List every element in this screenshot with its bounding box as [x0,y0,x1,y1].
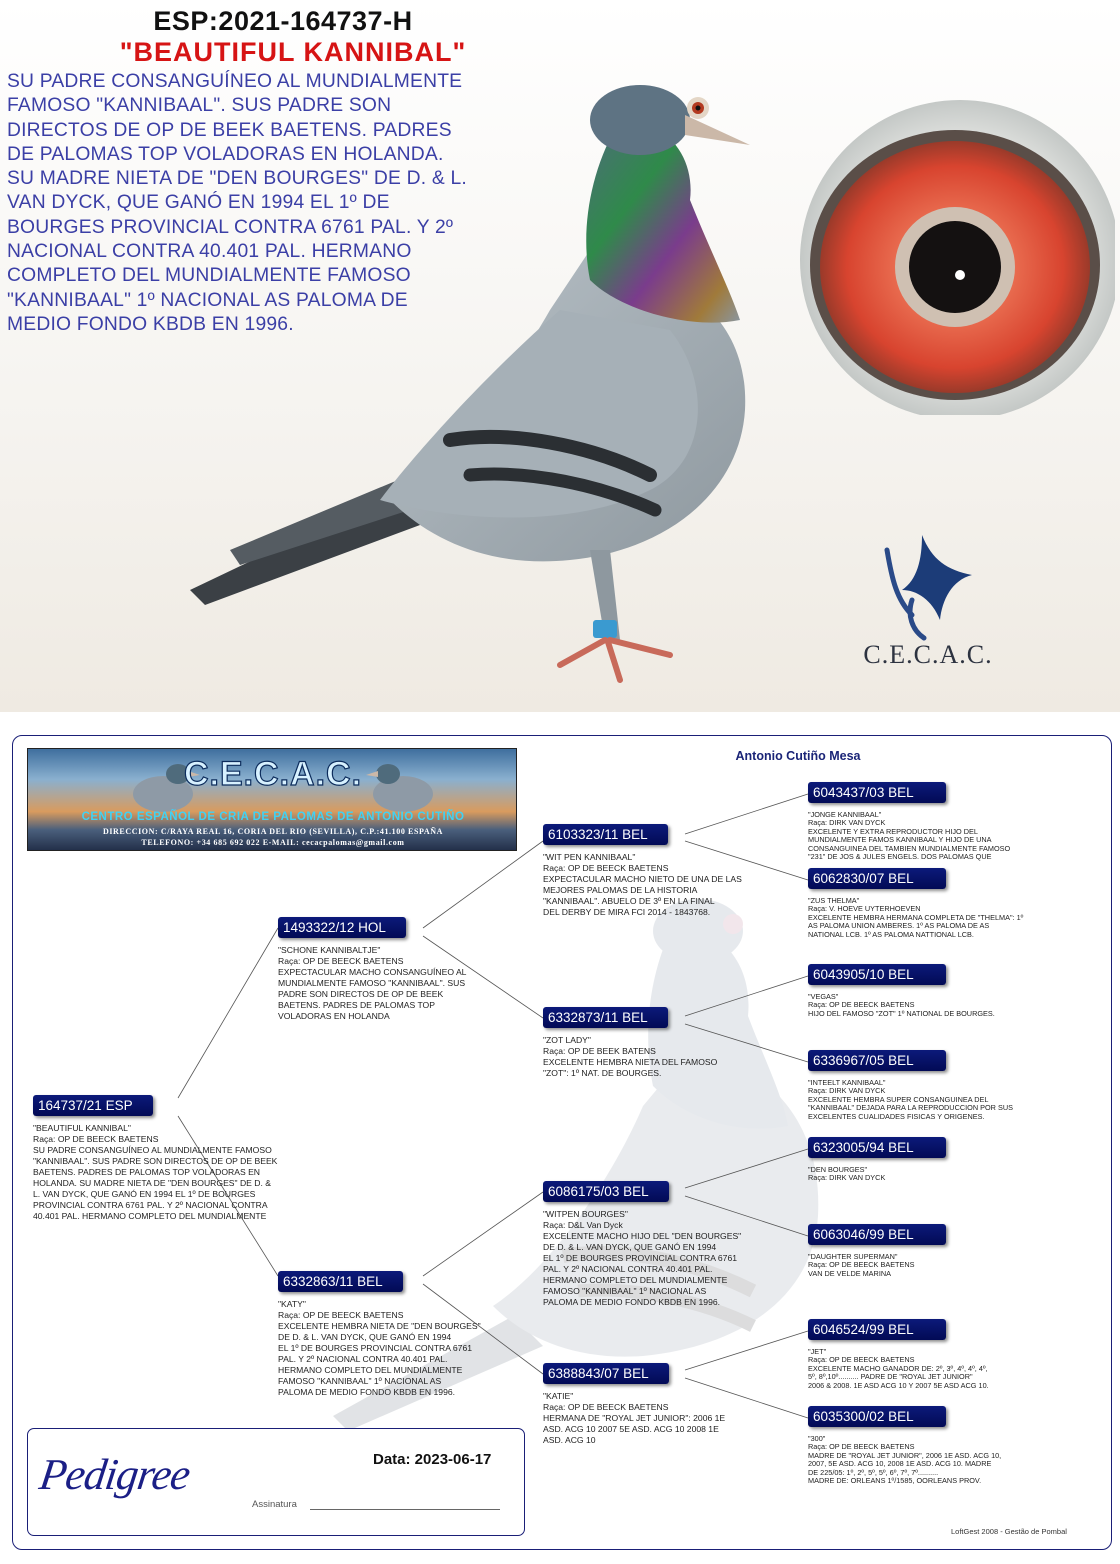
ring-badge: 1493322/12 HOL [278,917,406,938]
pigeon-info [543,852,742,918]
pedigree-sire [278,917,466,1022]
pedigree-gen4-2 [808,868,1023,939]
info-line: Raça: DIRK VAN DYCK [808,818,886,828]
pedigree-gen4-7 [808,1319,989,1390]
info-line: EXCELENTE MACHO HIJO DEL "DEN BOURGES" [543,1231,742,1241]
info-line: "INTEELT KANNIBAAL" [808,1078,886,1087]
pedigree-subject [33,1095,277,1222]
pigeon-info [278,1299,481,1398]
pedigree-dam [278,1271,481,1398]
banner-phone: TELEFONO: +34 685 692 022 E-MAIL: cecacpalomas@gmail.com [141,838,405,847]
pigeon-name: "BEAUTIFUL KANNIBAL" [119,37,467,67]
info-line: EXPECTACULAR MACHO CONSANGUÍNEO AL [278,967,467,977]
poster-description-line: SU MADRE NIETA DE "DEN BOURGES" DE D. & L. [7,168,467,190]
info-line: HERMANO COMPLETO DEL MUNDIALMENTE [278,1365,463,1375]
poster-description-line: VAN DYCK, QUE GANÓ EN 1994 EL 1º DE [7,192,390,214]
info-line: EXCELENTE HEMBRA SUPER CONSANGUINEA DEL [808,1094,989,1104]
info-line: "KATIE" [543,1391,574,1401]
info-line: 2007, 5E ASD. ACG 10, 2008 1E ASD. ACG 10. MADRE [808,1459,992,1469]
info-line: Raça: OP DE BEECK BAETENS [543,1402,669,1412]
pedigree-gen4-5 [808,1137,946,1183]
ring-badge: 164737/21 ESP [33,1095,153,1116]
info-line: "JONGE KANNIBAAL" [808,810,882,819]
poster-description-line: DIRECTOS DE OP DE BEEK BAETENS. PADRES [7,119,452,141]
pedigree-gen4-4 [808,1050,1013,1121]
info-line: "VEGAS" [808,992,839,1001]
info-line: DEL DERBY DE MIRA FCI 2014 - 1843768. [543,907,711,917]
info-line: "KANNIBAAL". ABUELO DE 3º EN LA FINAL [543,896,715,906]
cecac-logo-text: C.E.C.A.C. [863,640,993,669]
info-line: Raça: OP DE BEECK BAETENS [808,1000,915,1010]
pigeon-info [808,1079,1013,1121]
info-line: MEJORES PALOMAS DE LA HISTORIA [543,885,698,895]
info-line: PROVINCIAL CONTRA 6761 PAL. Y 2º NACIONAL CONTRA [33,1200,268,1210]
info-line: VAN DE VELDE MARINA [808,1268,891,1278]
ring-badge: 6063046/99 BEL [808,1224,946,1245]
info-line: FAMOSO "KANNIBAAL" 1º NACIONAL AS [278,1376,442,1386]
info-line: Raça: DIRK VAN DYCK [808,1086,886,1096]
info-line: DE D. & L. VAN DYCK, QUE GANÓ EN 1994 [278,1332,452,1342]
ring-badge: 6043905/10 BEL [808,964,946,985]
pedigree-date: Data: 2023-06-17 [373,1451,492,1468]
pedigree-dam-sire [543,1181,741,1308]
info-line: PAL. Y 2º NACIONAL CONTRA 40.401 PAL. [278,1354,448,1364]
info-line: PADRE SON DIRECTOS DE OP DE BEEK [278,989,444,999]
poster-section [0,0,1120,712]
info-line: "KANNIBAAL" DEJADA PARA LA REPRODUCCION POR SUS [808,1103,1013,1113]
banner-title: C.E.C.A.C. [183,755,363,793]
info-line: "231" DE JOS & JULES ENGELS. DOS PALOMAS QUE [808,852,992,862]
ring-badge: 6336967/05 BEL [808,1050,946,1071]
info-line: Raça: V. HOEVE UYTERHOEVEN [808,904,921,914]
owner-name: Antonio Cutiño Mesa [735,749,861,763]
info-line: EXCELENTE HEMBRA NIETA DE "DEN BOURGES" [278,1321,481,1331]
info-line: "ZUS THELMA" [808,896,860,905]
ring-badge: 6086175/03 BEL [543,1181,669,1202]
banner-address: DIRECCION: C/RAYA REAL 16, CORIA DEL RIO (SEVILLA), C.P.:41.100 ESPAÑA [102,827,444,836]
pigeon-photo [150,80,800,700]
info-line: PALOMA DE MEDIO FONDO KBDB EN 1996. [278,1387,456,1397]
pigeon-info [543,1391,725,1446]
info-line: "KANNIBAAL". SUS PADRE SON DIRECTOS DE OP DE BEEK [33,1156,278,1166]
ring-number-title: ESP:2021-164737-H [153,6,413,36]
ring-badge: 6035300/02 BEL [808,1406,946,1427]
info-line: 5º, 8º,10º.......... PADRE DE "ROYAL JET JUNIOR" [808,1372,973,1382]
pigeon-info [808,993,995,1018]
poster-description-line: SU PADRE CONSANGUÍNEO AL MUNDIALMENTE [7,71,463,92]
info-line: "WIT PEN KANNIBAAL" [543,852,636,862]
pedigree-dam-dam [543,1363,725,1446]
info-line: "SCHONE KANNIBALTJE" [278,945,381,955]
info-line: "300" [808,1434,826,1443]
info-line: SU PADRE CONSANGUÍNEO AL MUNDIALMENTE FAMOSO [33,1145,272,1155]
info-line: AS PALOMA UNION AMBERES. 1º AS PALOMA DE AS [808,921,990,931]
pedigree-gen4-1 [808,782,1010,861]
info-line: Raça: OP DE BEECK BAETENS [808,1260,915,1270]
eye-photo [770,95,1115,415]
info-line: NATIONAL LCB. 1º AS PALOMA NATTIONAL LCB. [808,929,974,939]
info-line: DE D. & L. VAN DYCK, QUE GANÓ EN 1994 [543,1242,717,1252]
info-line: "JET" [808,1347,827,1356]
info-line: Raça: OP DE BEECK BAETENS [808,1355,915,1365]
info-line: HERMANO COMPLETO DEL MUNDIALMENTE [543,1275,728,1285]
info-line: ASD. ACG 10 2007 5E ASD. ACG 10 2008 1E [543,1424,719,1434]
poster-description-line: BOURGES PROVINCIAL CONTRA 6761 PAL. Y 2º [7,216,454,238]
info-line: EXCELENTE HEMBRA NIETA DEL FAMOSO [543,1057,718,1067]
info-line: EXCELENTES CUALIDADES FISICAS Y ORIGENES. [808,1111,985,1121]
info-line: PAL. Y 2º NACIONAL CONTRA 40.401 PAL. [543,1264,713,1274]
ring-badge: 6062830/07 BEL [808,868,946,889]
poster-description-line: DE PALOMAS TOP VOLADORAS EN HOLANDA. [7,143,444,165]
pedigree-gen4-3 [808,964,995,1018]
ring-badge: 6388843/07 BEL [543,1363,669,1384]
info-line: Raça: OP DE BEECK BAETENS [33,1134,159,1144]
poster-description-line: FAMOSO "KANNIBAAL". SUS PADRE SON [7,95,392,117]
pedigree-gen4-6 [808,1224,946,1278]
ring-badge: 6323005/94 BEL [808,1137,946,1158]
info-line: DE 225/05: 1º, 2º, 5º, 5º, 6º, 7º, 7º.......... [808,1467,939,1477]
info-line: "BEAUTIFUL KANNIBAL" [33,1123,131,1133]
pedigree-wordmark: Pedigree [36,1450,193,1499]
pigeon-info [543,1209,741,1308]
info-line: VOLADORAS EN HOLANDA [278,1011,390,1021]
info-line: CONSANGUINEA DEL TAMBIEN MUNDIALMENTE FAMOSO [808,843,1011,853]
info-line: EXCELENTE MACHO GANADOR DE: 2º, 3º, 4º, 4º, 4º, [808,1363,988,1373]
pigeon-info [33,1123,277,1222]
pedigree-gen4-8 [808,1406,1001,1485]
info-line: EL 1º DE BOURGES PROVINCIAL CONTRA 6761 [543,1253,738,1263]
poster-description-line: "KANNIBAAL" 1º NACIONAL AS PALOMA DE [7,289,408,311]
info-line: Raça: DIRK VAN DYCK [808,1173,886,1183]
pedigree-sire-dam [543,1007,717,1079]
info-line: "KATY" [278,1299,306,1309]
info-line: Raça: D&L Van Dyck [543,1220,623,1230]
info-line: Raça: OP DE BEECK BAETENS [808,1442,915,1452]
info-line: "DEN BOURGES" [808,1165,868,1174]
software-footer: LoftGest 2008 - Gestão de Pombal [951,1527,1067,1536]
pigeon-info [808,1435,1001,1485]
info-line: Raça: OP DE BEECK BAETENS [278,956,404,966]
poster-description-line: NACIONAL CONTRA 40.401 PAL. HERMANO [7,241,412,263]
info-line: EXCELENTE Y EXTRA REPRODUCTOR HIJO DEL [808,826,978,836]
poster-description-line: MEDIO FONDO KBDB EN 1996. [7,313,294,335]
pigeon-info [808,811,1010,861]
ring-badge: 6332863/11 BEL [278,1271,403,1292]
pedigree-signature-box [27,1428,525,1536]
info-line: EXCELENTE HEMBRA HERMANA COMPLETA DE "THELMA": 1º [808,912,1024,922]
info-line: 40.401 PAL. HERMANO COMPLETO DEL MUNDIALMENTE [33,1211,267,1221]
info-line: MADRE DE: ORLEANS 1º/1585, OORLEANS PROV. [808,1476,982,1486]
info-line: ASD. ACG 10 [543,1435,596,1445]
info-line: "ZOT LADY" [543,1035,591,1045]
banner-subtitle: CENTRO ESPAÑOL DE CRIA DE PALOMAS DE ANTONIO CUTIÑO [81,811,465,823]
info-line: Raça: OP DE BEECK BAETENS [543,863,669,873]
info-line: PALOMA DE MEDIO FONDO KBDB EN 1996. [543,1297,721,1307]
info-line: MUNDIALMENTE FAMOS KANNIBAAL Y HIJO DE UNA [808,835,992,845]
pigeon-info [278,945,466,1022]
info-line: BAETENS. PADRES DE PALOMAS TOP [278,1000,435,1010]
ring-badge: 6332873/11 BEL [543,1007,668,1028]
pigeon-info [543,1035,717,1079]
pedigree-sheet [12,735,1112,1550]
info-line: MUNDIALMENTE FAMOSO "KANNIBAAL". SUS [278,978,466,988]
pigeon-info [808,1166,946,1183]
info-line: L. VAN DYCK, QUE GANÓ EN 1994 EL 1º DE BOURGES [33,1189,256,1199]
info-line: BAETENS. PADRES DE PALOMAS TOP VOLADORAS EN [33,1167,261,1177]
info-line: HOLANDA. SU MADRE NIETA DE "DEN BOURGES" DE D. & [33,1178,272,1188]
info-line: 2006 & 2008. 1E ASD ACG 10 Y 2007 5E ASD ACG 10. [808,1380,989,1390]
info-line: EL 1º DE BOURGES PROVINCIAL CONTRA 6761 [278,1343,473,1353]
info-line: EXPECTACULAR MACHO NIETO DE UNA DE LAS [543,874,742,884]
signature-label: Assinatura [252,1499,297,1510]
info-line: "DAUGHTER SUPERMAN" [808,1252,898,1261]
info-line: HIJO DEL FAMOSO "ZOT" 1º NATIONAL DE BOURGES. [808,1008,995,1018]
info-line: Raça: OP DE BEECK BAETENS [278,1310,404,1320]
info-line: "WITPEN BOURGES" [543,1209,628,1219]
pigeon-info [808,1348,989,1390]
info-line: Raça: OP DE BEEK BATENS [543,1046,656,1056]
poster-description-line: COMPLETO DEL MUNDIALMENTE FAMOSO [7,265,411,287]
signature-line [310,1509,500,1510]
pigeon-info [808,1253,946,1278]
ring-badge: 6043437/03 BEL [808,782,946,803]
ring-badge: 6046524/99 BEL [808,1319,946,1340]
info-line: FAMOSO "KANNIBAAL" 1º NACIONAL AS [543,1286,707,1296]
info-line: HERMANA DE "ROYAL JET JUNIOR": 2006 1E [543,1413,726,1423]
pedigree-sire-sire [543,824,742,918]
info-line: "ZOT": 1º NAT. DE BOURGES. [543,1068,662,1078]
info-line: MADRE DE "ROYAL JET JUNIOR", 2006 1E ASD. ACG 10, [808,1450,1002,1460]
ring-badge: 6103323/11 BEL [543,824,668,845]
pigeon-info [808,897,1023,939]
